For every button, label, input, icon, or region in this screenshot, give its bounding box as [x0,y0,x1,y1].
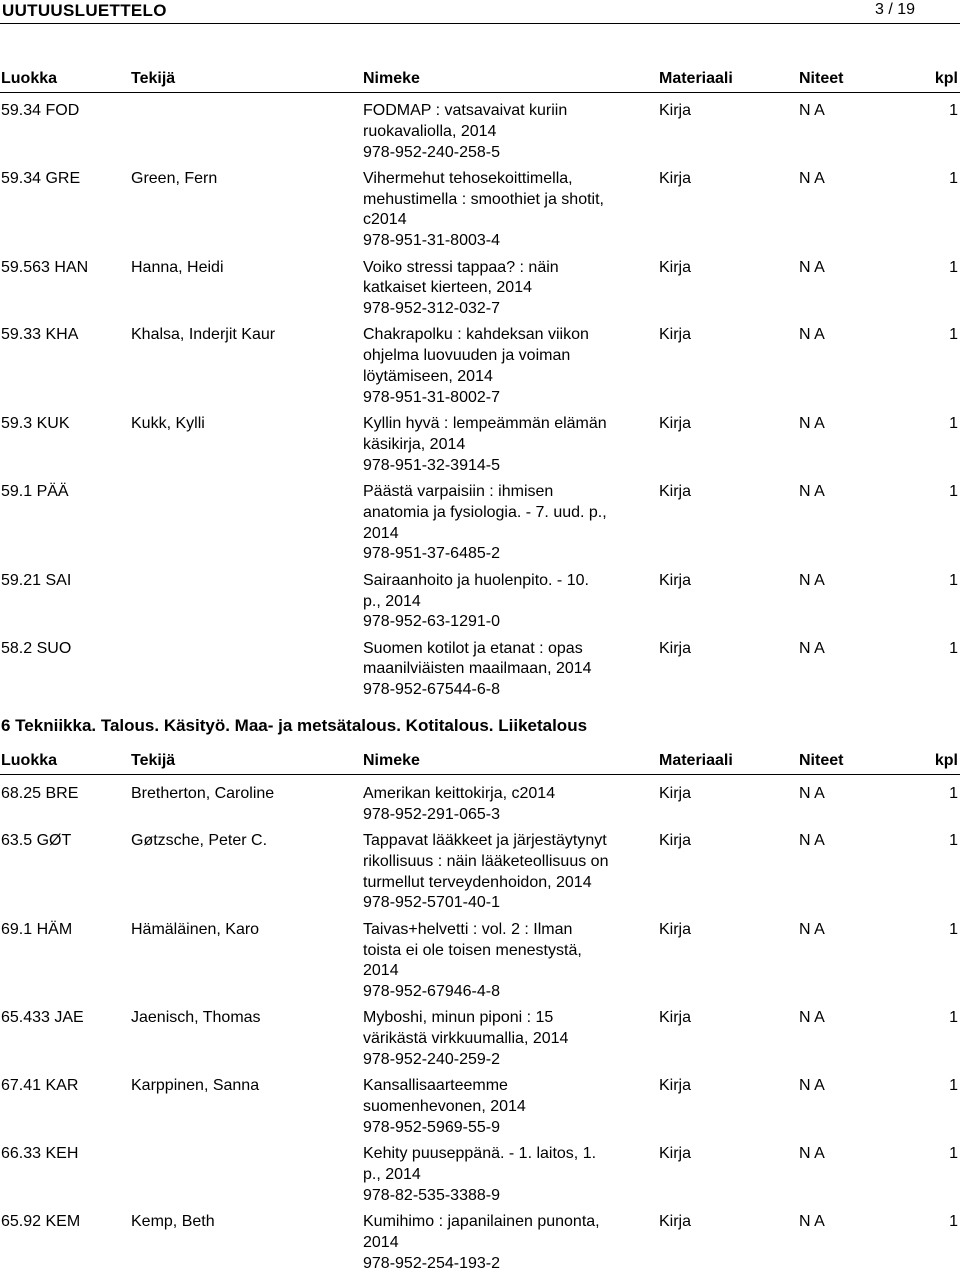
nimeke-line: 978-952-240-258-5 [363,143,500,161]
cell-tekija: Hämäläinen, Karo [131,920,260,938]
cell-nimeke [363,1076,625,1138]
nimeke-line: 2014 [363,962,399,980]
nimeke-line: 978-951-32-3914-5 [363,456,500,474]
nimeke-line: Myboshi, minun piponi : 15 [363,1009,554,1027]
cell-niteet: N A [799,1145,825,1163]
cell-nimeke [363,482,625,565]
cell-nimeke [363,920,625,1003]
cell-kpl: 1 [949,1077,958,1095]
nimeke-line: maanilviäisten maailmaan, 2014 [363,660,592,678]
col-materiaali: Materiaali [659,752,733,769]
table-row [0,1008,960,1070]
section-2-table [0,752,960,774]
cell-niteet: N A [799,415,825,433]
cell-kpl: 1 [949,571,958,589]
nimeke-line: Tappavat lääkkeet ja järjestäytynyt [363,832,607,850]
column-header-rule [0,92,960,93]
nimeke-line: 978-951-37-6485-2 [363,545,500,563]
cell-nimeke [363,101,625,163]
cell-nimeke [363,414,625,476]
nimeke-line: 978-952-67946-4-8 [363,983,500,1001]
nimeke-line: p., 2014 [363,1166,421,1184]
table-row [0,639,960,701]
cell-tekija: Karppinen, Sanna [131,1077,260,1095]
cell-nimeke [363,1144,625,1206]
header-rule [0,23,960,24]
nimeke-line: Päästä varpaisiin : ihmisen [363,483,554,501]
table-row [0,101,960,163]
cell-luokka: 59.33 KHA [1,326,79,344]
cell-nimeke [363,325,625,408]
cell-kpl: 1 [949,1009,958,1027]
table-row [0,325,960,408]
page-header [0,0,960,22]
cell-materiaali: Kirja [659,785,692,802]
nimeke-line: mehustimella : smoothiet ja shotit, [363,190,604,208]
nimeke-line: 978-82-535-3388-9 [363,1186,500,1204]
nimeke-line: 978-951-31-8003-4 [363,232,500,250]
cell-kpl: 1 [949,102,958,119]
cell-materiaali: Kirja [659,571,692,589]
cell-niteet: N A [799,102,825,119]
document-title: UUTUUSLUETTELO [2,1,167,20]
nimeke-line: Kumihimo : japanilainen punonta, [363,1213,600,1231]
cell-kpl: 1 [949,415,958,433]
cell-nimeke [363,831,625,914]
cell-kpl: 1 [949,169,958,187]
nimeke-line: 978-952-312-032-7 [363,300,500,318]
column-header-rule [0,774,960,775]
nimeke-line: 978-952-240-259-2 [363,1051,500,1069]
cell-luokka: 59.563 HAN [1,258,89,276]
cell-materiaali: Kirja [659,169,692,187]
nimeke-line: anatomia ja fysiologia. - 7. uud. p., [363,503,607,521]
nimeke-line: Kansallisaarteemme [363,1077,508,1095]
cell-tekija: Gøtzsche, Peter C. [131,832,268,850]
cell-tekija: Khalsa, Inderjit Kaur [131,326,276,344]
cell-tekija: Hanna, Heidi [131,258,224,276]
table-row [0,258,960,320]
column-header-row [0,752,960,774]
cell-materiaali: Kirja [659,1009,692,1027]
nimeke-line: Taivas+helvetti : vol. 2 : Ilman [363,920,573,938]
cell-niteet: N A [799,169,825,187]
nimeke-line: käsikirja, 2014 [363,435,466,453]
cell-materiaali: Kirja [659,832,692,850]
nimeke-line: 2014 [363,524,399,542]
cell-luokka: 59.1 PÄÄ [1,483,69,501]
nimeke-line: 978-952-5969-55-9 [363,1118,500,1136]
table-row [0,414,960,476]
cell-kpl: 1 [949,785,958,802]
table-row [0,920,960,1003]
table-row [0,482,960,565]
cell-nimeke [363,639,625,701]
cell-kpl: 1 [949,920,958,938]
nimeke-line: värikästä virkkuumallia, 2014 [363,1030,569,1048]
cell-luokka: 59.34 FOD [1,102,80,119]
cell-materiaali: Kirja [659,326,692,344]
cell-kpl: 1 [949,258,958,276]
column-header-row [0,70,960,92]
cell-nimeke [363,1008,625,1070]
section-2-rows [0,784,960,1280]
nimeke-line: rikollisuus : näin lääketeollisuus on [363,852,609,870]
table-row [0,784,960,826]
nimeke-line: p., 2014 [363,592,421,610]
page-number: 3 / 19 [874,1,915,18]
cell-materiaali: Kirja [659,1145,692,1163]
cell-tekija: Green, Fern [131,169,218,187]
cell-tekija: Jaenisch, Thomas [131,1009,261,1027]
col-nimeke: Nimeke [363,70,420,87]
cell-luokka: 68.25 BRE [1,785,79,802]
cell-materiaali: Kirja [659,639,692,657]
nimeke-line: Sairaanhoito ja huolenpito. - 10. [363,571,589,589]
cell-niteet: N A [799,1213,825,1231]
col-materiaali: Materiaali [659,70,733,87]
cell-niteet: N A [799,1009,825,1027]
cell-niteet: N A [799,571,825,589]
cell-materiaali: Kirja [659,483,692,501]
cell-kpl: 1 [949,1213,958,1231]
nimeke-line: FODMAP : vatsavaivat kuriin [363,102,568,119]
cell-nimeke [363,258,625,320]
section-1-table [0,70,960,92]
cell-luokka: 59.21 SAI [1,571,72,589]
col-kpl: kpl [934,752,958,769]
nimeke-line: c2014 [363,211,407,229]
col-nimeke: Nimeke [363,752,420,769]
cell-materiaali: Kirja [659,258,692,276]
col-luokka: Luokka [1,752,58,769]
cell-kpl: 1 [949,483,958,501]
cell-luokka: 67.41 KAR [1,1077,79,1095]
table-row [0,1076,960,1138]
col-niteet: Niteet [799,752,844,769]
cell-materiaali: Kirja [659,1077,692,1095]
nimeke-line: Vihermehut tehosekoittimella, [363,169,573,187]
table-row [0,571,960,633]
nimeke-line: Amerikan keittokirja, c2014 [363,785,556,802]
cell-luokka: 66.33 KEH [1,1145,79,1163]
cell-nimeke [363,571,625,633]
nimeke-line: suomenhevonen, 2014 [363,1098,526,1116]
col-tekija: Tekijä [131,70,176,87]
nimeke-line: 2014 [363,1233,399,1251]
cell-luokka: 65.92 KEM [1,1213,81,1231]
cell-nimeke [363,169,625,252]
cell-niteet: N A [799,258,825,276]
cell-tekija: Kemp, Beth [131,1213,215,1231]
section-1-rows [0,101,960,707]
cell-materiaali: Kirja [659,415,692,433]
nimeke-line: 978-952-67544-6-8 [363,681,500,699]
nimeke-line: ohjelma luovuuden ja voiman [363,347,571,365]
cell-materiaali: Kirja [659,920,692,938]
cell-luokka: 65.433 JAE [1,1009,84,1027]
cell-tekija: Bretherton, Caroline [131,785,275,802]
cell-kpl: 1 [949,1145,958,1163]
col-tekija: Tekijä [131,752,176,769]
cell-luokka: 59.3 KUK [1,415,70,433]
nimeke-line: Suomen kotilot ja etanat : opas [363,639,583,657]
cell-luokka: 63.5 GØT [1,832,72,850]
cell-niteet: N A [799,785,825,802]
cell-niteet: N A [799,326,825,344]
cell-luokka: 69.1 HÄM [1,920,73,938]
nimeke-line: Kyllin hyvä : lempeämmän elämän [363,415,607,433]
nimeke-line: toista ei ole toisen menestystä, [363,941,582,959]
cell-nimeke [363,1212,625,1274]
cell-kpl: 1 [949,639,958,657]
nimeke-line: Chakrapolku : kahdeksan viikon [363,326,589,344]
cell-tekija: Kukk, Kylli [131,415,205,433]
cell-kpl: 1 [949,832,958,850]
nimeke-line: 978-952-63-1291-0 [363,613,500,631]
table-row [0,831,960,914]
cell-materiaali: Kirja [659,1213,692,1231]
nimeke-line: 978-952-254-193-2 [363,1254,500,1272]
table-row [0,1144,960,1206]
cell-niteet: N A [799,639,825,657]
nimeke-line: 978-951-31-8002-7 [363,388,500,406]
cell-kpl: 1 [949,326,958,344]
col-kpl: kpl [934,70,958,87]
cell-niteet: N A [799,832,825,850]
nimeke-line: katkaiset kierteen, 2014 [363,279,532,297]
cell-niteet: N A [799,1077,825,1095]
nimeke-line: Voiko stressi tappaa? : näin [363,258,559,276]
col-luokka: Luokka [1,70,58,87]
cell-nimeke [363,784,625,826]
table-row [0,169,960,252]
nimeke-line: 978-952-291-065-3 [363,805,500,823]
table-row [0,1212,960,1274]
section-2-title: 6 Tekniikka. Talous. Käsityö. Maa- ja metsätalous. Kotitalous. Liiketalous [1,716,588,735]
nimeke-line: 978-952-5701-40-1 [363,894,500,912]
nimeke-line: turmellut terveydenhoidon, 2014 [363,873,592,891]
cell-luokka: 59.34 GRE [1,169,81,187]
cell-niteet: N A [799,483,825,501]
cell-niteet: N A [799,920,825,938]
nimeke-line: ruokavaliolla, 2014 [363,122,497,140]
nimeke-line: Kehity puuseppänä. - 1. laitos, 1. [363,1145,597,1163]
cell-luokka: 58.2 SUO [1,639,72,657]
col-niteet: Niteet [799,70,844,87]
cell-materiaali: Kirja [659,102,692,119]
nimeke-line: löytämiseen, 2014 [363,368,493,386]
